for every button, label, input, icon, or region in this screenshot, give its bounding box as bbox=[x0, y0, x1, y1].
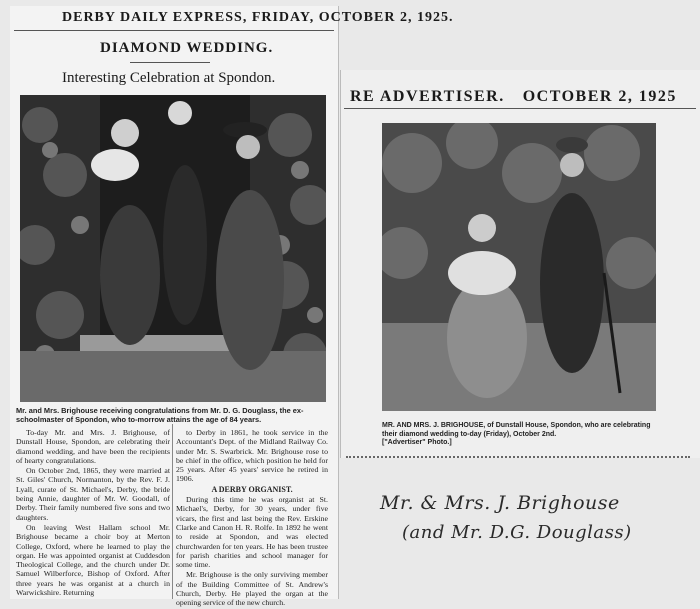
masthead-rule bbox=[14, 30, 334, 31]
masthead-title: RE ADVERTISER. bbox=[350, 88, 505, 105]
subhead-derby-organist: A DERBY ORGANIST. bbox=[211, 484, 293, 494]
masthead-rule-right bbox=[344, 108, 696, 109]
photo-caption-left: Mr. and Mrs. Brighouse receiving congratulations from Mr. D. G. Douglass, the ex-schoolmaster of Spondon, who to-morrow attains the age of 84 years. bbox=[16, 406, 304, 424]
photo-caption-right bbox=[382, 422, 662, 448]
caption-text: MR. AND MRS. J. BRIGHOUSE, of Dunstall House, Spondon, who are celebrating their diamond wedding to-day (Friday), October 2nd. bbox=[382, 422, 651, 438]
masthead-date: OCTOBER 2, 1925 bbox=[522, 88, 677, 105]
article-column-1 bbox=[16, 428, 170, 598]
paragraph: to Derby in 1861, he took service in the Accountant's Dept. of the Midland Railway Co. under Mr. S. Swarbrick. Mr. Brighouse rose to be chief in the office, which position he held for 25 years. After 45 years' service he retired in 1906. bbox=[176, 428, 328, 484]
masthead-advertiser bbox=[350, 88, 677, 106]
headline-rule bbox=[130, 62, 210, 63]
handwritten-note-line2: (and Mr. D.G. Douglass) bbox=[402, 522, 632, 543]
photo-couple-garden bbox=[382, 123, 656, 411]
paragraph: Mr. Brighouse is the only surviving member of the Building Committee of St. Andrew's Church, Derby. He played the organ at the opening service of the new church. bbox=[176, 570, 328, 608]
masthead-derby-daily-express: DERBY DAILY EXPRESS, FRIDAY, OCTOBER 2, 1925. bbox=[62, 10, 454, 25]
clipping-torn-edge bbox=[346, 450, 690, 458]
article-column-2 bbox=[176, 428, 328, 609]
paragraph: To-day Mr. and Mrs. J. Brighouse, of Dunstall House, Spondon, are celebrating their diamond wedding, and have been the recipients of hearty congratulations. bbox=[16, 428, 170, 465]
paragraph: On October 2nd, 1865, they were married at St. Giles' Church, Normanton, by the Rev. F. J. Lyall, curate of St. Michael's, Derby, the bride being Annie, daughter of Mr. W. Goodall, of Derby. Their family numbered five sons and two daughters. bbox=[16, 466, 170, 522]
handwritten-note-line1: Mr. & Mrs. J. Brighouse bbox=[380, 492, 620, 514]
photo-couple-with-douglass bbox=[20, 95, 326, 402]
paragraph: During this time he was organist at St. Michael's, Derby, for 30 years, under five vicars, the first and last being the Rev. Erskine Clarke and Canon H. R. Rolfe. In 1892 he went to reside at Spondon, and was elected churchwarden for ten years. He has been trustee for parish charities and school manager for some time. bbox=[176, 495, 328, 570]
subheadline: Interesting Celebration at Spondon. bbox=[62, 70, 276, 86]
photo-credit: ["Advertiser" Photo.] bbox=[382, 439, 452, 447]
column-divider bbox=[172, 424, 173, 599]
headline-diamond-wedding: DIAMOND WEDDING. bbox=[100, 40, 274, 56]
paragraph: On leaving West Hallam school Mr. Brighouse became a choir boy at Merton College, Oxford, where he learned to play the organ. He was appointed organist at Cuddesdon Theological College, and the church under Dr. Samuel Wilberforce, Bishop of Oxford. After three years he was organist at a church in Warwickshire. Returning bbox=[16, 522, 170, 598]
